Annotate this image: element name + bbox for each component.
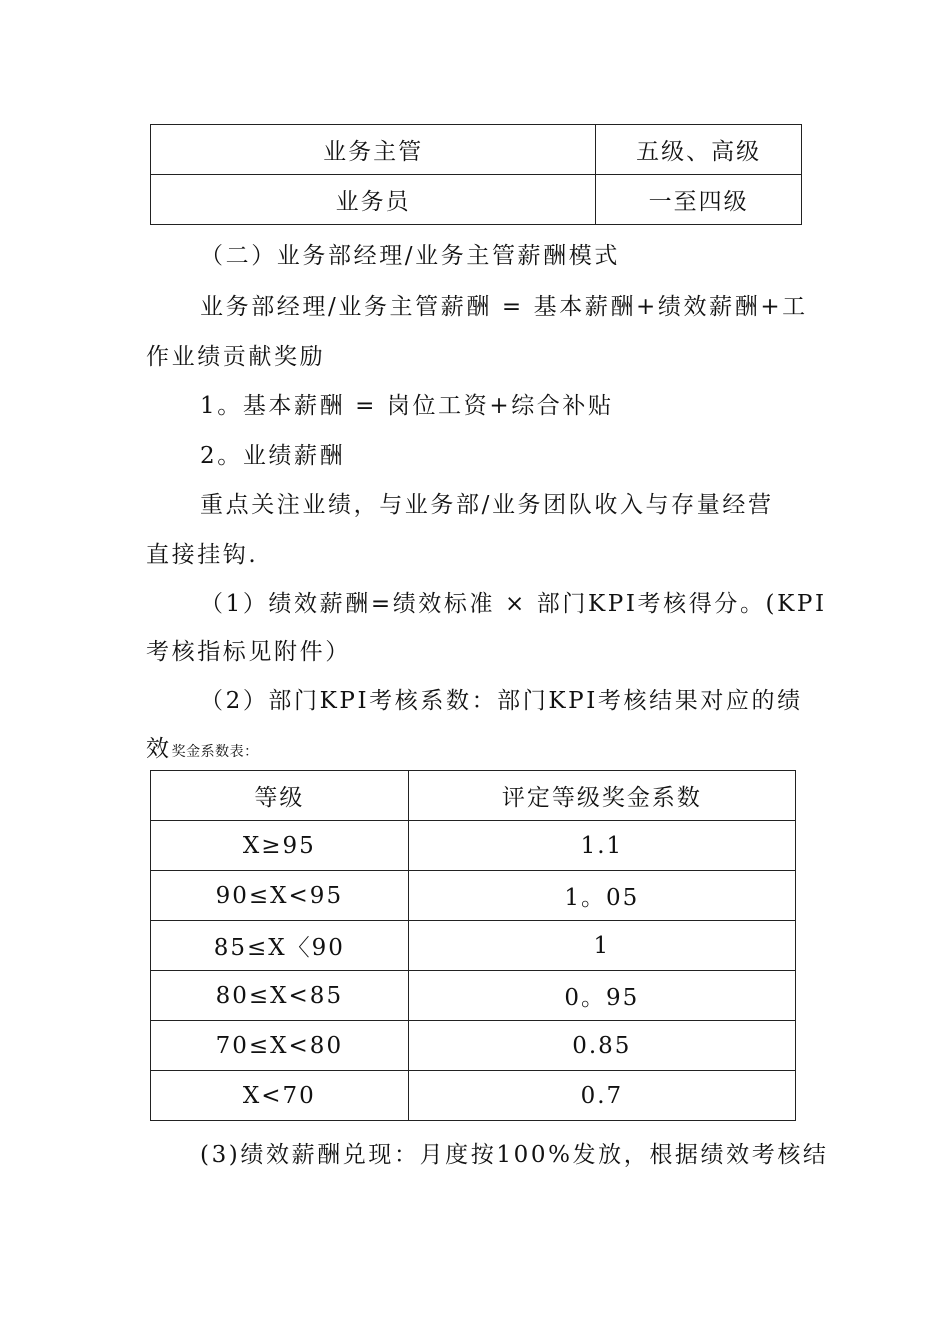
table-cell: 70≤X<80 <box>151 1021 409 1071</box>
table-cell: 85≤X〈90 <box>151 921 409 971</box>
table-cell: 0.7 <box>408 1071 795 1121</box>
table-header-row <box>151 771 796 821</box>
column-header: 等级 <box>151 771 409 821</box>
table-row <box>151 1021 796 1071</box>
table-cell: X<70 <box>151 1071 409 1121</box>
paragraph-line: （1）绩效薪酬=绩效标准 × 部门KPI考核得分。(KPI <box>200 591 827 617</box>
table-row <box>151 921 796 971</box>
paragraph-line: 2。业绩薪酬 <box>200 443 346 469</box>
table-row <box>151 971 796 1021</box>
paragraph-line: 重点关注业绩，与业务部/业务团队收入与存量经营 <box>200 492 774 518</box>
table-cell: 0。95 <box>408 971 795 1021</box>
table-cell: 一至四级 <box>596 175 802 225</box>
paragraph-line: 业务部经理/业务主管薪酬 = 基本薪酬+绩效薪酬+工 <box>200 294 808 320</box>
table-cell: 90≤X<95 <box>151 871 409 921</box>
table-row <box>151 871 796 921</box>
table-cell: 业务员 <box>151 175 596 225</box>
table-row <box>151 821 796 871</box>
column-header: 评定等级奖金系数 <box>408 771 795 821</box>
section-heading: （二）业务部经理/业务主管薪酬模式 <box>200 243 620 269</box>
paragraph-line: (3)绩效薪酬兑现：月度按100%发放，根据绩效考核结 <box>200 1142 829 1168</box>
paragraph-text: 效 <box>146 736 172 762</box>
table-cell: X≥95 <box>151 821 409 871</box>
table-cell: 1 <box>408 921 795 971</box>
table-cell: 五级、高级 <box>596 125 802 175</box>
caption-text: 奖金系数表： <box>171 744 259 760</box>
paragraph-line: 直接挂钩. <box>146 542 259 568</box>
paragraph-line: （2）部门KPI考核系数：部门KPI考核结果对应的绩 <box>200 688 803 714</box>
bonus-coefficient-table <box>150 770 796 1121</box>
table-cell: 0.85 <box>408 1021 795 1071</box>
paragraph-line: 作业绩贡献奖励 <box>146 344 326 370</box>
level-table <box>150 124 802 225</box>
paragraph-line: 1。基本薪酬 = 岗位工资+综合补贴 <box>200 393 614 419</box>
table-row <box>151 175 802 225</box>
table-cell: 1。05 <box>408 871 795 921</box>
paragraph-line <box>146 734 259 767</box>
table-row <box>151 1071 796 1121</box>
table-cell: 业务主管 <box>151 125 596 175</box>
table-row <box>151 125 802 175</box>
table-cell: 1.1 <box>408 821 795 871</box>
paragraph-line: 考核指标见附件） <box>146 639 351 665</box>
table-cell: 80≤X<85 <box>151 971 409 1021</box>
